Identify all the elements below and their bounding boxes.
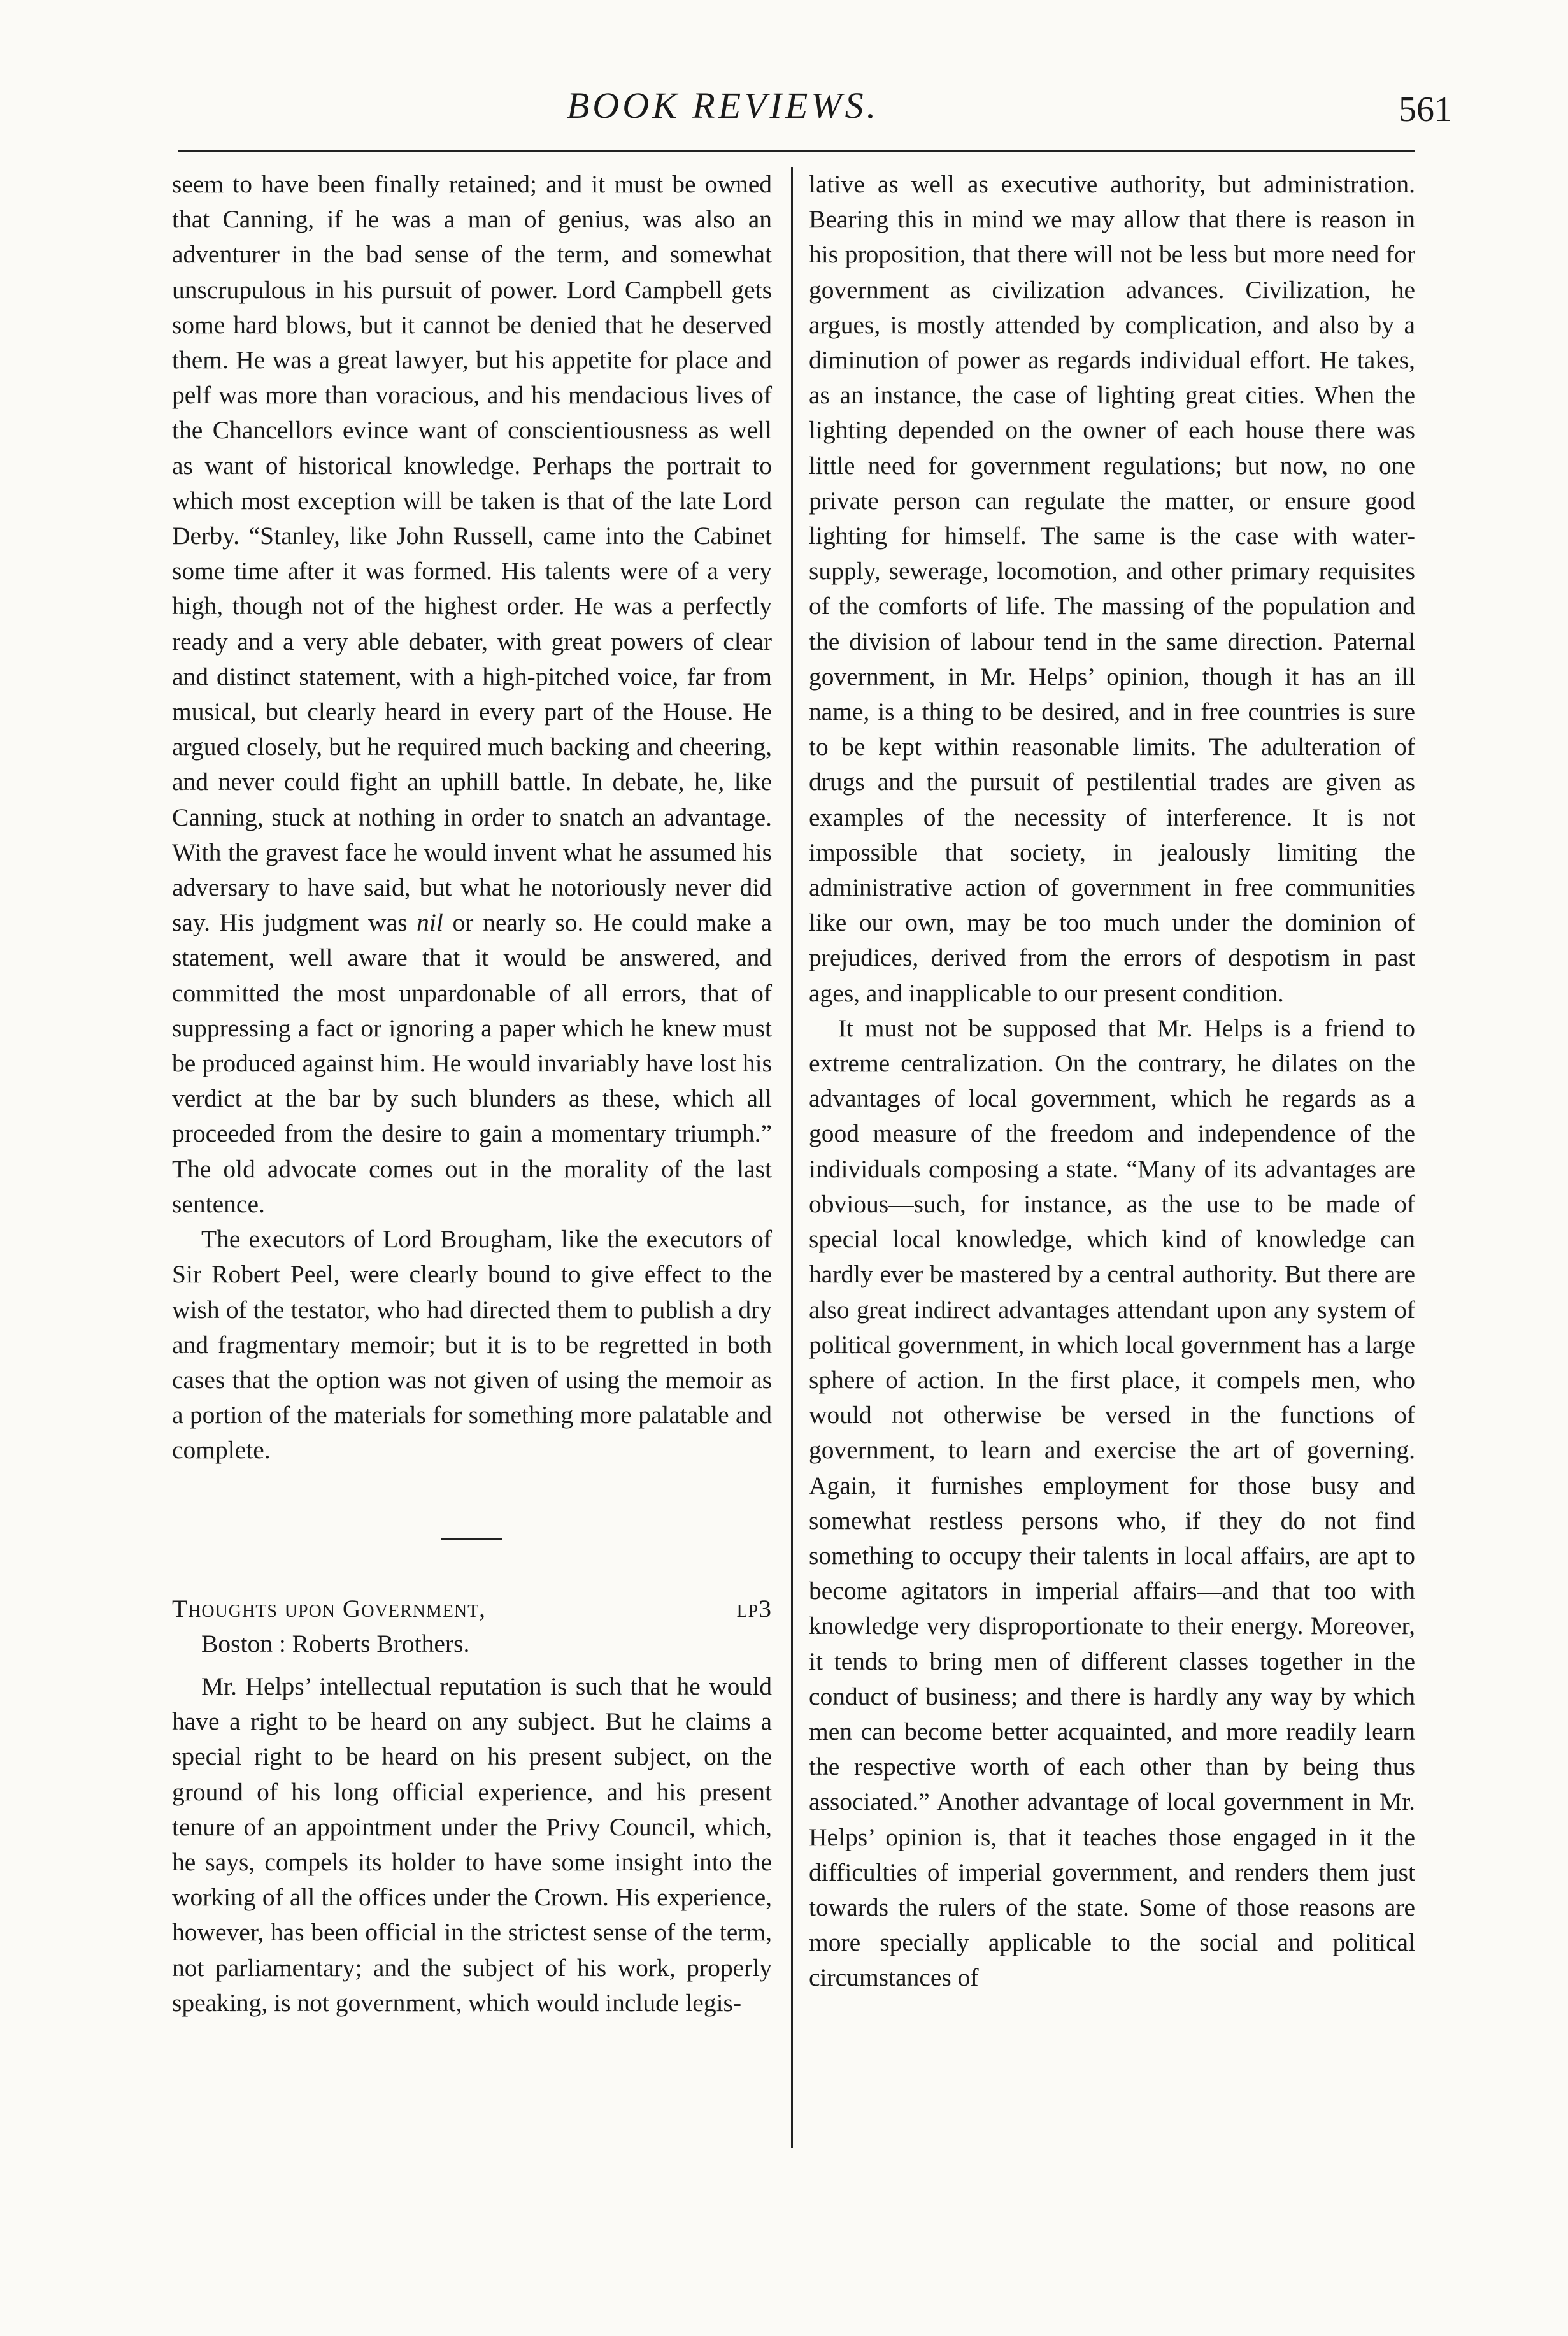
column-divider xyxy=(791,167,793,2148)
left-column xyxy=(172,167,772,2021)
book-publisher: Boston : Roberts Brothers. xyxy=(201,1629,470,1658)
running-head xyxy=(178,59,1452,135)
running-head-title: BOOK REVIEWS. xyxy=(566,85,880,126)
right-paragraph-1: lative as well as executive authority, but administration. Bearing this in mind we may allow that there is reason in his proposition, that there will not be less but more need for government as civilization advances. Civilization, he argues, is mostly attended by complication, and also by a diminution of power as regards individual effort. He takes, as an instance, the case of lighting great cities. When the lighting depended on the owner of each house there was little need for government regulations; but now, no one private person can regulate the matter, or ensure good lighting for himself. The same is the case with water-supply, sewerage, locomotion, and other primary requisites of the comforts of life. The massing of the population and the division of labour tend in the same direction. Paternal government, in Mr. Helps’ opinion, though it has an ill name, is a thing to be desired, and in free countries is sure to be kept within reasonable limits. The adulteration of drugs and the pursuit of pestilential trades are given as examples of the necessity of interference. It is not impossible that society, in jealously limiting the administrative action of government in free communities like our own, may be too much under the dominion of prejudices, derived from the errors of despotism in past ages, and inapplicable to our present condition. xyxy=(809,170,1415,1007)
left-paragraph-2: The executors of Lord Brougham, like the executors of Sir Robert Peel, were clearly bound to give effect to the wish of the testator, who had directed them to publish a dry and fragmentary memoir; but it is to be regretted in both cases that the option was not given of using the memoir as a portion of the materials for something more palatable and complete. xyxy=(172,1225,772,1465)
page-number: 561 xyxy=(1399,90,1452,129)
section-divider xyxy=(441,1538,502,1540)
right-column xyxy=(809,167,1415,1996)
header-rule xyxy=(178,150,1415,152)
book-heading xyxy=(172,1591,772,1626)
book-code: lp3 xyxy=(736,1594,772,1623)
right-paragraph-2: It must not be supposed that Mr. Helps is a friend to extreme centralization. On the contrary, he dilates on the advantages of local government, which he regards as a good measure of the freedom and independence of the individuals composing a state. “Many of its advantages are obvious—such, for instance, as the use to be made of special local knowledge, which kind of knowledge can hardly ever be mastered by a central authority. But there are also great indirect advantages attendant upon any system of political government, in which local government has a large sphere of action. In the first place, it compels men, who would not otherwise be versed in the functions of government, to learn and exercise the art of governing. Again, it furnishes employment for those busy and somewhat restless persons who, if they do not find something to occupy their talents in local affairs, are apt to become agitators in imperial affairs—and that too with knowledge very disproportionate to their energy. Moreover, it tends to bring men of different classes together in the conduct of business; and there is hardly any way by which men can become better acquainted, and more readily learn the respective worth of each other than by being thus associated.” Another advantage of local government in Mr. Helps’ opinion is, that it teaches those engaged in it the difficulties of imperial government, and renders them just towards the rulers of the state. Some of those reasons are more specially applicable to the social and political circumstances of xyxy=(809,1014,1415,1992)
left-paragraph-1: seem to have been finally retained; and it must be owned that Canning, if he was a man of genius, was also an adventurer in the bad sense of the term, and somewhat unscrupulous in his pursuit of power. Lord Campbell gets some hard blows, but it cannot be denied that he deserved them. He was a great lawyer, but his appetite for place and pelf was more than voracious, and his mendacious lives of the Chancellors evince want of conscientiousness as well as want of historical knowledge. Perhaps the portrait to which most exception will be taken is that of the late Lord Derby. “Stanley, like John Russell, came into the Cabinet some time after it was formed. His talents were of a very high, though not of the highest order. He was a perfectly ready and a very able debater, with great powers of clear and distinct statement, with a high-pitched voice, far from musical, but clearly heard in every part of the House. He argued closely, but he required much backing and cheering, and never could fight an uphill battle. In debate, he, like Canning, stuck at nothing in order to snatch an advantage. With the gravest face he would invent what he assumed his adversary to have said, but what he notoriously never did say. His judgment was nil or nearly so. He could make a statement, well aware that it would be answered, and committed the most unpardonable of all errors, that of suppressing a fact or ignoring a paper which he knew must be produced against him. He would invariably have lost his verdict at the bar by such blunders as these, which all proceeded from the desire to gain a momentary triumph.” The old advocate comes out in the morality of the last sentence. xyxy=(172,170,772,1218)
left-paragraph-3: Mr. Helps’ intellectual reputation is such that he would have a right to be heard on any subject. But he claims a special right to be heard on his present subject, on the ground of his long official experience, and his present tenure of an appointment under the Privy Council, which, he says, compels its holder to have some insight into the working of all the offices under the Crown. His experience, however, has been official in the strictest sense of the term, not parliamentary; and the subject of his work, properly speaking, is not government, which would include legis- xyxy=(172,1672,772,2017)
book-title: Thoughts upon Government, xyxy=(172,1594,487,1623)
